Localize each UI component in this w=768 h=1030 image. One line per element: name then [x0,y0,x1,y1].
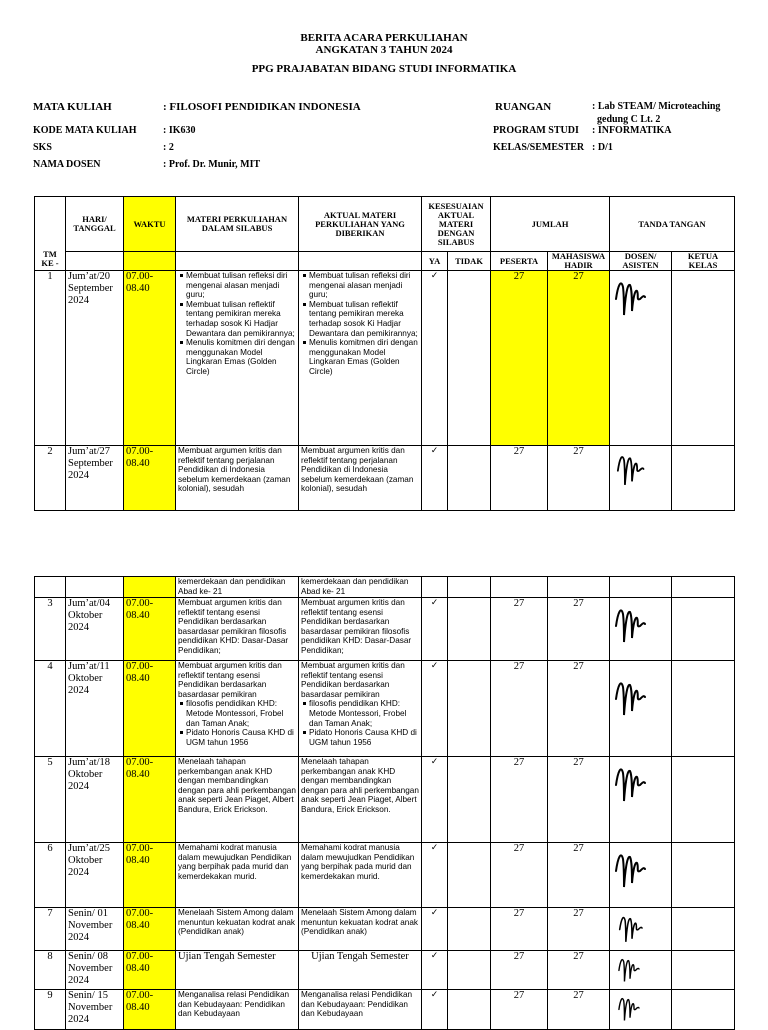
list-item: Membuat tulisan refleksi diri mengenai alasan menjadi guru; [309,271,419,300]
row-peserta: 27 [491,951,548,990]
doc-subtitle: ANGKATAN 3 TAHUN 2024 [315,44,453,56]
attendance-table-page2 [34,576,735,1030]
row-day: Jum’at/27 September 2024 [66,446,124,511]
table-row [35,577,735,598]
signature-cell [610,951,672,990]
list-item: filosofis pendidikan KHD: Metode Montessori, Frobel dan Taman Anak; [186,699,296,728]
header-kesesuaian: KESESUAIAN AKTUAL MATERI DENGAN SILABUS [422,197,491,252]
check-tidak [448,598,491,661]
ketua-cell [672,757,735,843]
signature-icon [612,843,652,895]
header-peserta: PESERTA [491,252,548,271]
dosen-value: : Prof. Dr. Munir, MIT [163,159,261,170]
doc-program: PPG PRAJABATAN BIDANG STUDI INFORMATIKA [251,63,517,75]
header-dosen: DOSEN/ ASISTEN [610,252,672,271]
row-hadir: 27 [548,598,610,661]
row-aktual: Ujian Tengah Semester [299,951,422,990]
check-ya: ✓ [422,757,448,843]
table-row [35,598,735,661]
row-hadir: 27 [548,908,610,951]
signature-icon [612,446,652,492]
header-ya: YA [422,252,448,271]
row-hadir: 27 [548,757,610,843]
header-jumlah: JUMLAH [491,197,610,252]
table-row [35,908,735,951]
check-ya: ✓ [422,598,448,661]
check-ya: ✓ [422,271,448,446]
list-item: Pidato Honoris Causa KHD di UGM tahun 1956 [309,728,419,747]
kode-label: KODE MATA KULIAH [33,125,137,136]
ketua-cell [672,843,735,908]
row-aktual: Membuat argumen kritis dan reflektif tentang perjalanan Pendidikan di Indonesia sebelum kemerdekaan (zaman kolonial), sesudah [299,446,422,511]
row-number: 1 [35,271,66,446]
table-row [35,757,735,843]
mata-kuliah-value: : FILOSOFI PENDIDIKAN INDONESIA [163,101,361,113]
row-materi: Ujian Tengah Semester [176,951,299,990]
header-hadir: MAHASISWA HADIR [548,252,610,271]
row-number: 5 [35,757,66,843]
sks-label: SKS [33,142,52,153]
row-materi: Menganalisa relasi Pendidikan dan Kebudayaan: Pendidikan dan Kebudayaan [176,990,299,1030]
check-ya: ✓ [422,446,448,511]
header-materi: MATERI PERKULIAHAN DALAM SILABUS [176,197,299,252]
row-time: 07.00- 08.40 [124,951,176,990]
row-time: 07.00- 08.40 [124,661,176,757]
row-peserta: 27 [491,598,548,661]
row-aktual-text: Membuat argumen kritis dan reflektif tentang esensi Pendidikan berdasarkan basardasar pemikiran [301,661,405,699]
signature-cell [610,757,672,843]
row-materi: Menelaah Sistem Among dalam menuntun kekuatan kodrat anak (Pendidikan anak) [176,908,299,951]
table-row [35,843,735,908]
signature-icon [612,990,648,1026]
row-materi: Membuat argumen kritis dan reflektif tentang perjalanan Pendidikan di Indonesia sebelum kemerdekaan (zaman kolonial), sesudah [176,446,299,511]
ruangan-value-2: gedung C Lt. 2 [597,114,661,125]
row-day: Senin/ 08 November 2024 [66,951,124,990]
row-day: Senin/ 01 November 2024 [66,908,124,951]
signature-icon [612,951,648,987]
table-row [35,661,735,757]
row-materi-continuation: kemerdekaan dan pendidikan Abad ke- 21 [176,577,299,598]
check-ya: ✓ [422,661,448,757]
list-item: Menulis komitmen diri dengan menggunakan Model Lingkaran Emas (Golden Circle) [309,338,418,376]
ketua-cell [672,446,735,511]
row-aktual: Membuat argumen kritis dan reflektif tentang esensi Pendidikan berdasarkan basardasar pemikiran filosofis pendidikan KHD: Dasar-Dasar Pendidikan; [299,598,422,661]
mata-kuliah-label: MATA KULIAH [33,101,112,113]
table-row [35,271,735,446]
check-tidak [448,843,491,908]
row-day: Jum’at/04 Oktober 2024 [66,598,124,661]
row-number: 8 [35,951,66,990]
check-ya: ✓ [422,990,448,1030]
header-hari: HARI/ TANGGAL [66,197,124,252]
kelas-value: : D/1 [592,142,613,153]
row-time: 07.00- 08.40 [124,757,176,843]
signature-icon [612,598,652,650]
check-tidak [448,661,491,757]
row-peserta: 27 [491,843,548,908]
header-waktu: WAKTU [124,197,176,252]
row-materi: Memahami kodrat manusia dalam mewujudkan Pendidikan yang berpihak pada murid dan kemerdekakan murid. [176,843,299,908]
row-hadir: 27 [548,271,610,446]
list-item: Pidato Honoris Causa KHD di UGM tahun 1956 [186,728,296,747]
list-item: Menulis komitmen diri dengan menggunakan Model Lingkaran Emas (Golden Circle) [186,338,295,376]
row-peserta: 27 [491,446,548,511]
row-time: 07.00- 08.40 [124,908,176,951]
check-ya: ✓ [422,908,448,951]
table-row [35,951,735,990]
prodi-value: : INFORMATIKA [592,125,672,136]
list-item: Membuat tulisan reflektif tentang pemikiran mereka terhadap sosok Ki Hadjar Dewantara dan pemikirannya; [186,299,295,338]
dosen-label: NAMA DOSEN [33,159,101,170]
ketua-cell [672,951,735,990]
row-aktual [299,661,422,757]
row-time: 07.00- 08.40 [124,598,176,661]
row-aktual: Menganalisa relasi Pendidikan dan Kebudayaan: Pendidikan dan Kebudayaan [299,990,422,1030]
check-tidak [448,951,491,990]
row-day: Jum’at/18 Oktober 2024 [66,757,124,843]
table-row [35,446,735,511]
check-tidak [448,908,491,951]
check-tidak [448,757,491,843]
check-ya: ✓ [422,843,448,908]
signature-icon [612,271,652,323]
row-number: 6 [35,843,66,908]
row-aktual: Menelaah Sistem Among dalam menuntun kekuatan kodrat anak (Pendidikan anak) [299,908,422,951]
signature-cell [610,598,672,661]
row-aktual [299,271,422,446]
row-day: Jum’at/11 Oktober 2024 [66,661,124,757]
ketua-cell [672,598,735,661]
row-aktual-continuation: kemerdekaan dan pendidikan Abad ke- 21 [299,577,422,598]
row-hadir: 27 [548,446,610,511]
row-time: 07.00- 08.40 [124,446,176,511]
list-item: Membuat tulisan reflektif tentang pemikiran mereka terhadap sosok Ki Hadjar Dewantara dan pemikirannya; [309,299,418,338]
check-tidak [448,271,491,446]
attendance-table-page1 [34,196,735,511]
ruangan-label: RUANGAN [495,101,552,113]
row-peserta: 27 [491,661,548,757]
check-ya: ✓ [422,951,448,990]
row-hadir: 27 [548,661,610,757]
header-ketua: KETUA KELAS [672,252,735,271]
row-time: 07.00- 08.40 [124,843,176,908]
header-tidak: TIDAK [448,252,491,271]
row-materi [176,661,299,757]
signature-cell [610,446,672,511]
check-tidak [448,446,491,511]
row-time: 07.00- 08.40 [124,271,176,446]
row-number: 9 [35,990,66,1030]
row-aktual: Menelaah tahapan perkembangan anak KHD dengan membandingkan dengan para ahli perkembangan anak seperti Jean Piaget, Albert Bandura, Erick Erickson. [299,757,422,843]
row-day: Jum’at/25 Oktober 2024 [66,843,124,908]
ruangan-value: : Lab STEAM/ Microteaching [592,101,721,112]
row-materi: Menelaah tahapan perkembangan anak KHD dengan membandingkan dengan para ahli perkembangan anak seperti Jean Piaget, Albert Bandura, Erick Erickson. [176,757,299,843]
row-day: Jum’at/20 September 2024 [66,271,124,446]
signature-cell [610,271,672,446]
signature-cell [610,843,672,908]
sks-value: : 2 [163,142,174,153]
row-materi [176,271,299,446]
row-materi: Membuat argumen kritis dan reflektif tentang esensi Pendidikan berdasarkan basardasar pemikiran filosofis pendidikan KHD: Dasar-Dasar Pendidikan; [176,598,299,661]
row-peserta: 27 [491,990,548,1030]
header-aktual: AKTUAL MATERI PERKULIAHAN YANG DIBERIKAN [299,197,422,252]
row-peserta: 27 [491,908,548,951]
row-number: 3 [35,598,66,661]
row-peserta: 27 [491,271,548,446]
prodi-label: PROGRAM STUDI [493,125,579,136]
row-hadir: 27 [548,951,610,990]
signature-cell [610,661,672,757]
row-number: 4 [35,661,66,757]
ketua-cell [672,908,735,951]
signature-icon [612,757,652,809]
row-peserta: 27 [491,757,548,843]
ketua-cell [672,661,735,757]
row-time: 07.00- 08.40 [124,990,176,1030]
row-aktual: Memahami kodrat manusia dalam mewujudkan Pendidikan yang berpihak pada murid dan kemerdekakan murid. [299,843,422,908]
list-item: filosofis pendidikan KHD: Metode Montessori, Frobel dan Taman Anak; [309,699,419,728]
row-number: 2 [35,446,66,511]
row-day: Senin/ 15 November 2024 [66,990,124,1030]
row-hadir: 27 [548,843,610,908]
ketua-cell [672,271,735,446]
signature-icon [612,671,652,723]
row-hadir: 27 [548,990,610,1030]
kode-value: : IK630 [163,125,196,136]
signature-cell [610,908,672,951]
list-item: Membuat tulisan refleksi diri mengenai alasan menjadi guru; [186,271,296,300]
header-tanda-tangan: TANDA TANGAN [610,197,735,252]
signature-icon [612,908,652,948]
row-materi-text: Membuat argumen kritis dan reflektif tentang esensi Pendidikan berdasarkan basardasar pemikiran [178,661,282,699]
row-number: 7 [35,908,66,951]
header-tm: TM KE - [35,197,66,271]
doc-title: BERITA ACARA PERKULIAHAN [300,32,468,44]
kelas-label: KELAS/SEMESTER [493,142,585,153]
